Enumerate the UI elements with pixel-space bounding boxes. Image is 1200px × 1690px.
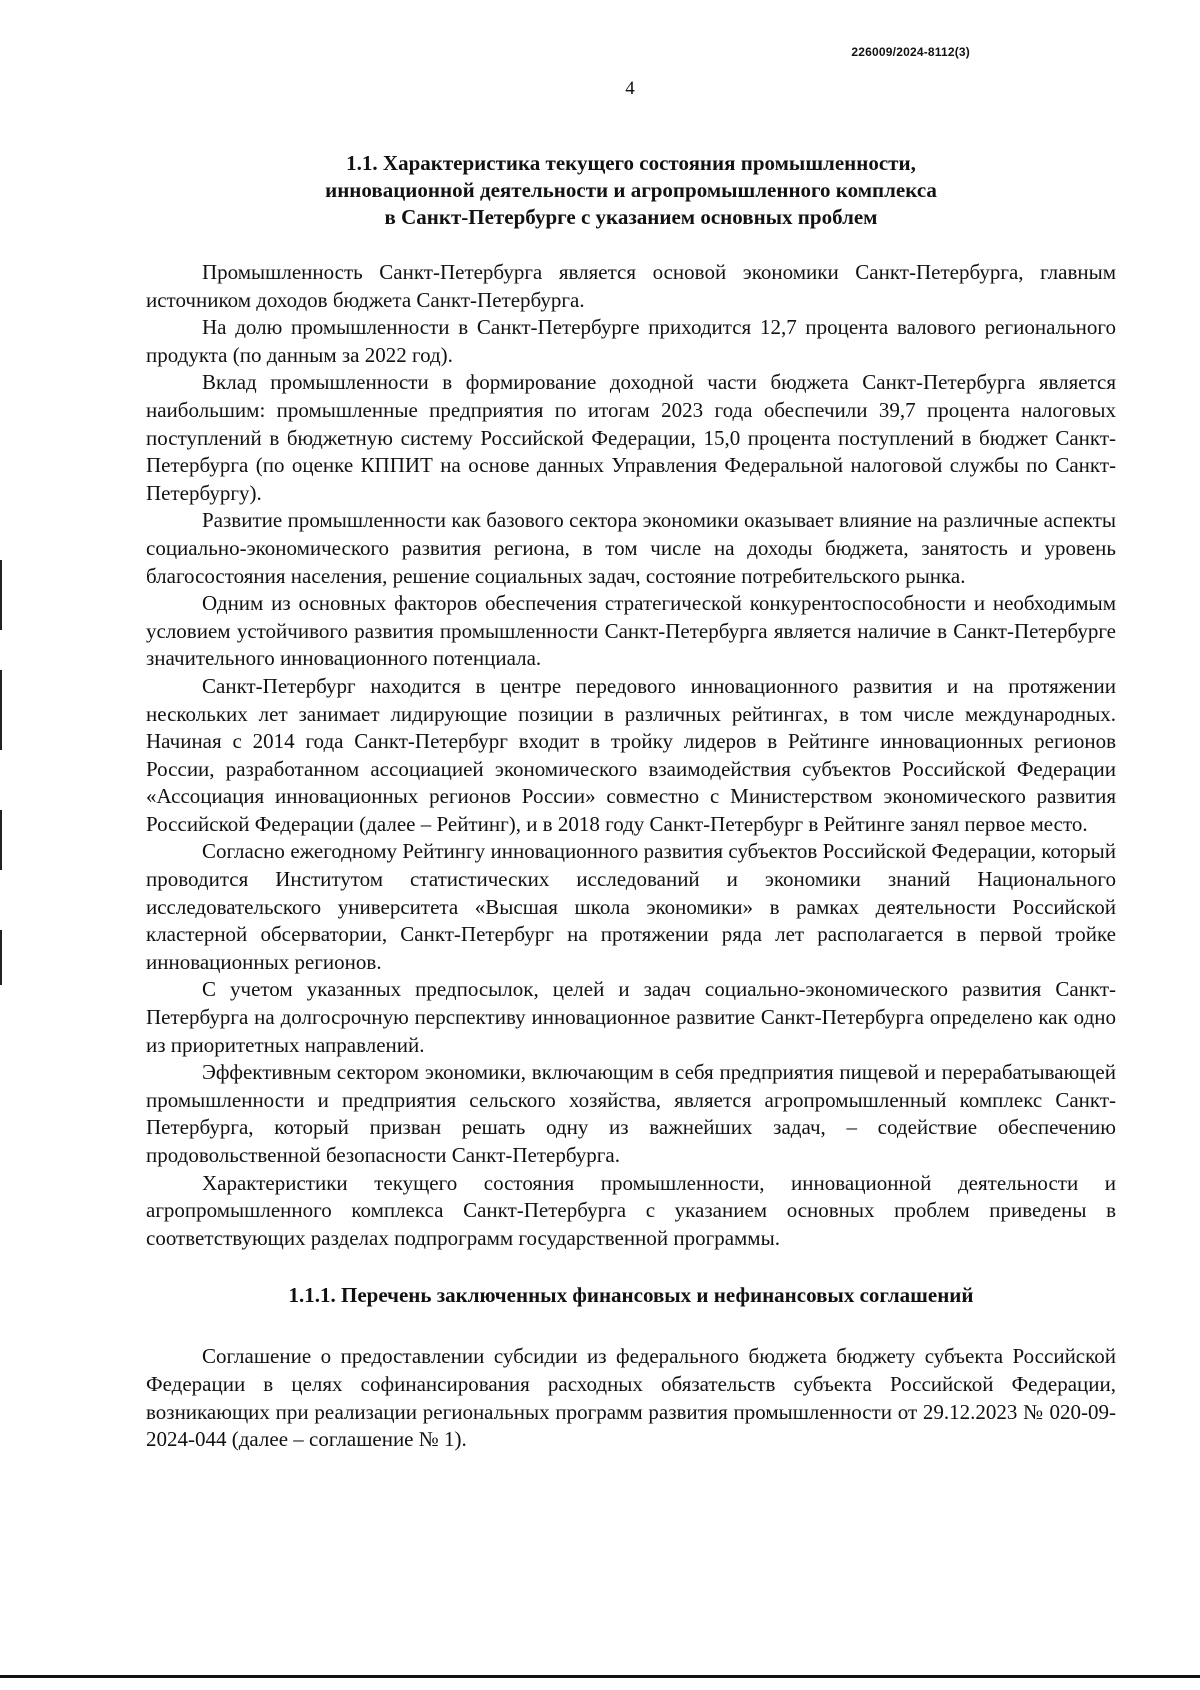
paragraph: Промышленность Санкт-Петербурга является основой экономики Санкт-Петербурга, главным источником доходов бюджета Санкт-Петербурга.	[146, 260, 1116, 312]
document-body	[146, 150, 1116, 1454]
section-heading	[146, 150, 1116, 231]
paragraph: Эффективным сектором экономики, включающим в себя предприятия пищевой и перерабатывающей промышленности и предприятия сельского хозяйства, является агропромышленный комплекс Санкт-Петербурга, который призван решать одну из важнейших задач, – содействие обеспечению продовольственной безопасности Санкт-Петербурга.	[146, 1060, 1116, 1167]
paragraph: Характеристики текущего состояния промышленности, инновационной деятельности и агропромышленного комплекса Санкт-Петербурга с указанием основных проблем приведены в соответствующих разделах подпрограмм государственной программы.	[146, 1170, 1116, 1250]
paragraph: Согласно ежегодному Рейтингу инновационного развития субъектов Российской Федерации, который проводится Институтом статистических исследований и экономики знаний Национального исследовательского университета «Высшая школа экономики» в рамках деятельности Российской кластерной обсерватории, Санкт-Петербург на протяжении ряда лет располагается в первой тройке инновационных регионов.	[146, 839, 1116, 974]
subsection-heading: 1.1.1. Перечень заключенных финансовых и нефинансовых соглашений	[288, 1283, 974, 1308]
scan-bottom-edge	[0, 1675, 1200, 1678]
page-number: 4	[625, 78, 635, 99]
paragraph: На долю промышленности в Санкт-Петербурге приходится 12,7 процента валового регионального продукта (по данным за 2022 год).	[146, 315, 1116, 367]
scan-edge-marks	[0, 560, 3, 990]
section-heading-line: инновационной деятельности и агропромышленного комплекса	[325, 178, 937, 202]
document-id: 226009/2024-8112(3)	[851, 45, 970, 59]
paragraph: Вклад промышленности в формирование доходной части бюджета Санкт-Петербурга является наибольшим: промышленные предприятия по итогам 2023 года обеспечили 39,7 процента налоговых поступлений в бюджетную систему Российской Федерации, 15,0 процента поступлений в бюджет Санкт-Петербурга (по оценке КППИТ на основе данных Управления Федеральной налоговой службы по Санкт-Петербургу).	[146, 370, 1116, 505]
paragraph: Развитие промышленности как базового сектора экономики оказывает влияние на различные аспекты социально-экономического развития региона, в том числе на доходы бюджета, занятость и уровень благосостояния населения, решение социальных задач, состояние потребительского рынка.	[146, 508, 1116, 588]
section-heading-line: в Санкт-Петербурге с указанием основных проблем	[384, 205, 878, 229]
paragraph: Соглашение о предоставлении субсидии из федерального бюджета бюджету субъекта Российской Федерации в целях софинансирования расходных обязательств субъекта Российской Федерации, возникающих при реализации региональных программ развития промышленности от 29.12.2023 № 020-09-2024-044 (далее – соглашение № 1).	[146, 1344, 1116, 1452]
section-heading-line: 1.1. Характеристика текущего состояния промышленности,	[346, 151, 916, 175]
paragraph: Одним из основных факторов обеспечения стратегической конкурентоспособности и необходимым условием устойчивого развития промышленности Санкт-Петербурга является наличие в Санкт-Петербурге значительного инновационного потенциала.	[146, 591, 1116, 671]
paragraph: Санкт-Петербург находится в центре передового инновационного развития и на протяжении нескольких лет занимает лидирующие позиции в различных рейтингах, в том числе международных. Начиная с 2014 года Санкт-Петербург входит в тройку лидеров в Рейтинге инновационных регионов России, разработанном ассоциацией экономического взаимодействия субъектов Российской Федерации «Ассоциация инновационных регионов России» совместно с Министерством экономического развития Российской Федерации (далее – Рейтинг), и в 2018 году Санкт-Петербург в Рейтинге занял первое место.	[146, 673, 1116, 836]
paragraph: С учетом указанных предпосылок, целей и задач социально-экономического развития Санкт-Петербурга на долгосрочную перспективу инновационное развитие Санкт-Петербурга определено как одно из приоритетных направлений.	[146, 977, 1116, 1057]
